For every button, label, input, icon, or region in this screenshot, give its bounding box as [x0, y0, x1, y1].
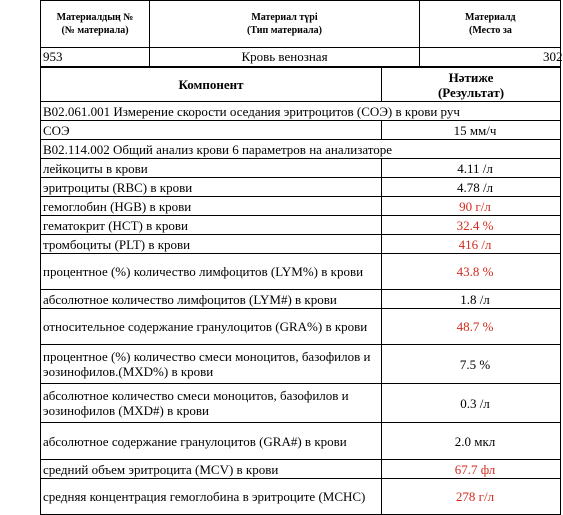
result-row — [41, 479, 561, 515]
component-name: средняя концентрация гемоглобина в эритроците (MCHC) — [41, 479, 382, 515]
result-row — [41, 159, 561, 178]
section-title-row — [41, 102, 561, 121]
result-row — [41, 384, 561, 423]
result-value: 43.8 % — [382, 254, 561, 290]
result-value: 0.3 /л — [382, 384, 561, 423]
component-name: тромбоциты (PLT) в крови — [41, 235, 382, 254]
component-name: гемоглобин (HGB) в крови — [41, 197, 382, 216]
section-title: B02.114.002 Общий анализ крови 6 параметров на анализаторе — [41, 140, 561, 159]
material-table — [40, 0, 561, 67]
result-value: 67.7 фл — [382, 460, 561, 479]
component-header: Компонент — [41, 68, 382, 102]
result-value: 48.7 % — [382, 309, 561, 345]
result-row — [41, 423, 561, 460]
component-name: абсолютное содержание гранулоцитов (GRA#) в крови — [41, 423, 382, 460]
result-row — [41, 254, 561, 290]
result-value: 2.0 мкл — [382, 423, 561, 460]
result-value: 416 /л — [382, 235, 561, 254]
result-value: 278 г/л — [382, 479, 561, 515]
component-name: гематокрит (HCT) в крови — [41, 216, 382, 235]
result-value: 7.5 % — [382, 345, 561, 384]
material-place: 302 — [420, 48, 561, 67]
results-table — [40, 67, 561, 515]
result-row — [41, 290, 561, 309]
component-name: процентное (%) количество лимфоцитов (LYM%) в крови — [41, 254, 382, 290]
material-number-header: Материалдың № (№ материала) — [41, 1, 150, 48]
material-type-header: Материал түрі (Тип материала) — [150, 1, 420, 48]
result-row — [41, 345, 561, 384]
result-row — [41, 460, 561, 479]
result-row — [41, 309, 561, 345]
results-header-row — [41, 68, 561, 102]
section-title-row — [41, 140, 561, 159]
result-value: 4.78 /л — [382, 178, 561, 197]
material-header-row — [41, 1, 561, 48]
result-row — [41, 121, 561, 140]
result-value: 1.8 /л — [382, 290, 561, 309]
result-row — [41, 197, 561, 216]
material-type: Кровь венозная — [150, 48, 420, 67]
component-name: СОЭ — [41, 121, 382, 140]
result-row — [41, 216, 561, 235]
material-place-header: Материалд (Место за — [420, 1, 561, 48]
component-name: процентное (%) количество смеси моноцитов, базофилов и эозинофилов.(MXD%) в крови — [41, 345, 382, 384]
result-value: 4.11 /л — [382, 159, 561, 178]
component-name: эритроциты (RBC) в крови — [41, 178, 382, 197]
result-header: Нәтиже (Результат) — [382, 68, 561, 102]
result-value: 15 мм/ч — [382, 121, 561, 140]
result-value: 90 г/л — [382, 197, 561, 216]
component-name: относительное содержание гранулоцитов (GRA%) в крови — [41, 309, 382, 345]
result-value: 32.4 % — [382, 216, 561, 235]
result-row — [41, 235, 561, 254]
component-name: абсолютное количество смеси моноцитов, базофилов и эозинофилов (MXD#) в крови — [41, 384, 382, 423]
component-name: средний объем эритроцита (MCV) в крови — [41, 460, 382, 479]
result-row — [41, 178, 561, 197]
section-title: B02.061.001 Измерение скорости оседания эритроцитов (СОЭ) в крови руч — [41, 102, 561, 121]
material-number: 953 — [41, 48, 150, 67]
component-name: лейкоциты в крови — [41, 159, 382, 178]
material-value-row — [41, 48, 561, 67]
component-name: абсолютное количество лимфоцитов (LYM#) в крови — [41, 290, 382, 309]
